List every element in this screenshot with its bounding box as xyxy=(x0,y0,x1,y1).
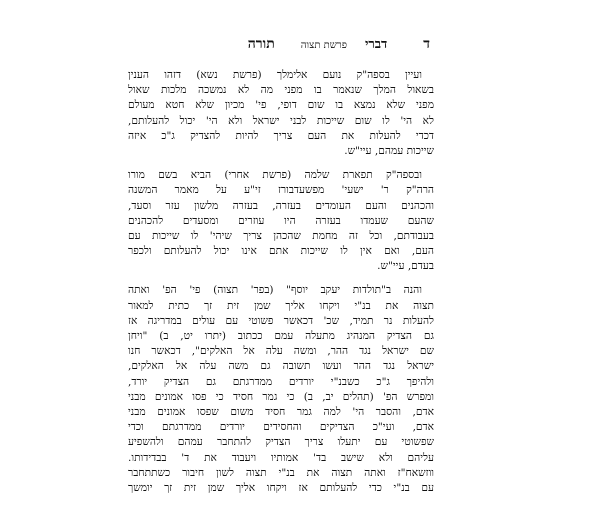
text-line: ובספה"ק תפארת שלמה (פרשת אחרי) הביא בשם מורו xyxy=(128,169,422,182)
text-line: מפני שלא נמצא בו שום דופי, פי' מכיון שלא חטא מעולם xyxy=(128,99,434,112)
text-line: להעלות נר תמיד, שכ' דכאשר פשוטי עם עולים במדריגה אז xyxy=(128,314,434,327)
text-line: שייכות עמהם, עיי"ש. xyxy=(344,144,434,157)
text-line: בעדם, עיי"ש. xyxy=(377,260,434,273)
text-line: ולהיפך ג"כ כשבנ"י יורדים ממדרגתם גם הצדיק יורד, xyxy=(128,375,434,388)
text-line: עם בנ"י כדי להעלותם אז ויקחו אליך שמן זית זך יומשך xyxy=(128,481,434,494)
text-line: ווזשאח"ז ואתה תצוה את בנ"י תצוה לשון חיבור כשתתחבר xyxy=(128,466,434,479)
text-line: דכדי להעלות את העם צריך להיות להצדיק ג"כ איזה xyxy=(128,129,434,142)
paragraph xyxy=(128,168,434,274)
text-line: בשאול המלך שנאמר בו מפני מה לא נמשכה מלכות שאול xyxy=(128,84,434,97)
text-line: שפשוטי עם יתעלו צריך הצדיק להתחבר עמהם ולהשפיע xyxy=(128,436,434,449)
running-subtitle: דברי xyxy=(364,37,388,52)
text-line: ישראל נגד ההר ועשו תשובה גם משה עלה אל האלקים, xyxy=(128,360,434,373)
text-line: לא הי' לו שום שייכות לבני ישראל ולא הי' יכול להעלותם, xyxy=(128,114,434,127)
text-line: תצוה את בנ"י ויקחו אליך שמן זית זך כתית למאור xyxy=(128,299,434,312)
body-text xyxy=(128,68,434,505)
page-header xyxy=(225,36,430,54)
text-line: ומפרש הפ' (תהלים יב, ב) כי גמר חסיד כי פסו אמונים מבני xyxy=(128,390,434,403)
text-line: אדם, ועי"כ הצדיקים והחסידים יורדים ממדרגתם וכדי xyxy=(128,421,434,434)
text-line: בעבודתם, וכל זה מחמת שהכהן צריך שיהי' לו שייכות עם xyxy=(128,229,434,242)
text-line: גם הצדיק המנהיג מתעלה עמם ככתוב (יתרו יט, ב) "ויחן xyxy=(128,330,434,342)
book-title: תורה xyxy=(247,36,275,52)
text-line: הרה"ק ר' ישעי' מפשעדבורז זי"ע על מאמר המשנה xyxy=(128,184,434,197)
paragraph xyxy=(128,68,434,159)
text-line: שהעם שעמדו בעזרה היו עוזרים ומסעדים להכהנים xyxy=(128,214,434,227)
text-line: והנה ב"תולדות יעקב יוסף" (בפר' תצוה) פי' הפ' ואתה xyxy=(128,284,422,297)
paragraph xyxy=(128,283,434,496)
text-line: ועיין בספה"ק נועם אלימלך (פרשת נשא) דזהו הענין xyxy=(128,69,422,81)
text-line: עליהם ולא שישב בד' אמותיו ויעבוד את ד' בבדידותו. xyxy=(128,451,434,464)
text-line: והכהנים והעם העומדים בעזרה, בעזרה מלשון עזר וסעד, xyxy=(128,199,434,212)
page-number: ד xyxy=(423,36,430,52)
text-line: העם, ואם אין לו שייכות אתם אינו יכול להעלותם ולכפר xyxy=(128,245,434,258)
text-line: אדם, והסבר הי' למה גמר חסיד משום שפסו אמונים מבני xyxy=(128,405,434,418)
text-line: שם ישראל נגד ההר, ומשה עלה אל האלקים", דכאשר חנו xyxy=(128,345,434,358)
parasha-name: פרשת תצוה xyxy=(300,40,347,51)
